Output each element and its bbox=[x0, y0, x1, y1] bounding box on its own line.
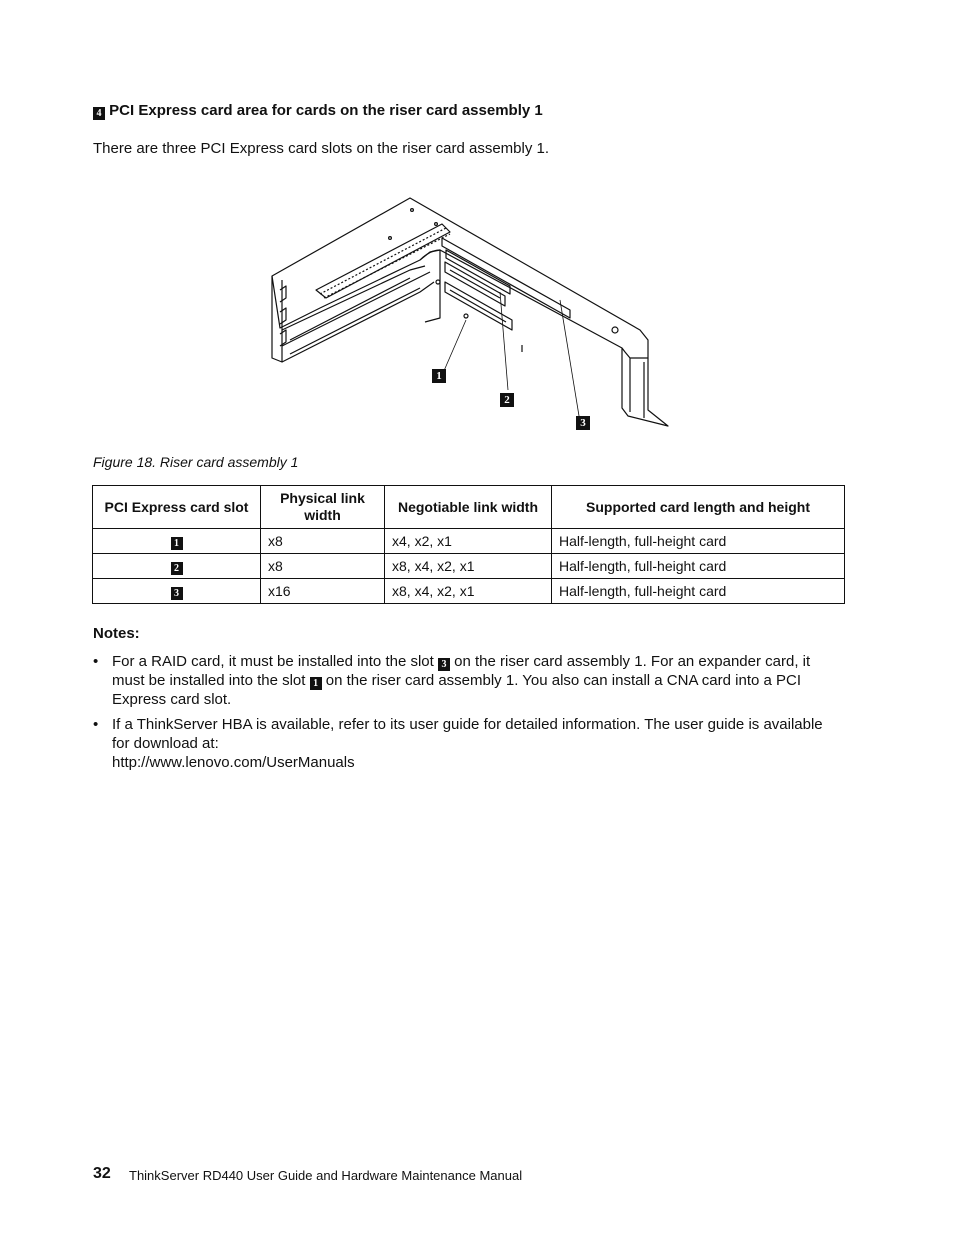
figure-caption: Figure 18. Riser card assembly 1 bbox=[93, 454, 299, 470]
slot-cell bbox=[93, 529, 261, 554]
riser-card-drawing bbox=[260, 190, 680, 435]
notes-list bbox=[93, 652, 833, 778]
slot-cell bbox=[93, 554, 261, 579]
table-row bbox=[93, 529, 845, 554]
note-text: For a RAID card, it must be installed into the slot bbox=[112, 653, 438, 670]
header-physical-width: Physical link width bbox=[261, 486, 385, 529]
note-text: on the riser card assembly 1. For an expander card, it must be installed into the slot bbox=[112, 653, 811, 689]
bullet: • bbox=[93, 716, 99, 733]
negotiable-width-cell: x8, x4, x2, x1 bbox=[385, 579, 552, 604]
supported-card-cell: Half-length, full-height card bbox=[552, 554, 845, 579]
table-row bbox=[93, 579, 845, 604]
bullet: • bbox=[93, 653, 99, 670]
negotiable-width-cell: x8, x4, x2, x1 bbox=[385, 554, 552, 579]
user-manuals-link[interactable]: http://www.lenovo.com/UserManuals bbox=[112, 754, 355, 771]
physical-width-cell: x8 bbox=[261, 554, 385, 579]
note-text: If a ThinkServer HBA is available, refer to its user guide for detailed information. The user guide is available for download at: bbox=[112, 716, 823, 752]
figure-callout-3: 3 bbox=[576, 416, 590, 430]
figure-callout-2: 2 bbox=[500, 393, 514, 407]
slot-badge: 1 bbox=[171, 537, 183, 550]
note-text: on the riser card assembly 1. You also can install a CNA card into a PCI Express card slot. bbox=[112, 672, 802, 708]
supported-card-cell: Half-length, full-height card bbox=[552, 529, 845, 554]
section-title: PCI Express card area for cards on the riser card assembly 1 bbox=[109, 102, 543, 119]
physical-width-cell: x8 bbox=[261, 529, 385, 554]
list-item bbox=[93, 652, 833, 709]
figure-callout-1: 1 bbox=[432, 369, 446, 383]
header-supported-card: Supported card length and height bbox=[552, 486, 845, 529]
slot-badge: 1 bbox=[310, 677, 322, 690]
table-header-row bbox=[93, 486, 845, 529]
header-negotiable-width: Negotiable link width bbox=[385, 486, 552, 529]
slot-badge: 2 bbox=[171, 562, 183, 575]
slot-badge: 3 bbox=[171, 587, 183, 600]
negotiable-width-cell: x4, x2, x1 bbox=[385, 529, 552, 554]
pci-slot-table bbox=[92, 485, 845, 604]
section-heading bbox=[93, 102, 543, 120]
page-number: 32 bbox=[93, 1165, 111, 1182]
intro-paragraph: There are three PCI Express card slots on the riser card assembly 1. bbox=[93, 140, 550, 157]
header-slot: PCI Express card slot bbox=[93, 486, 261, 529]
supported-card-cell: Half-length, full-height card bbox=[552, 579, 845, 604]
slot-badge: 3 bbox=[438, 658, 450, 671]
physical-width-cell: x16 bbox=[261, 579, 385, 604]
riser-card-illustration bbox=[260, 190, 680, 435]
notes-title: Notes: bbox=[93, 625, 140, 642]
table-row bbox=[93, 554, 845, 579]
slot-cell bbox=[93, 579, 261, 604]
footer-title: ThinkServer RD440 User Guide and Hardware Maintenance Manual bbox=[129, 1168, 523, 1183]
callout-badge-4: 4 bbox=[93, 107, 105, 120]
list-item bbox=[93, 715, 833, 772]
